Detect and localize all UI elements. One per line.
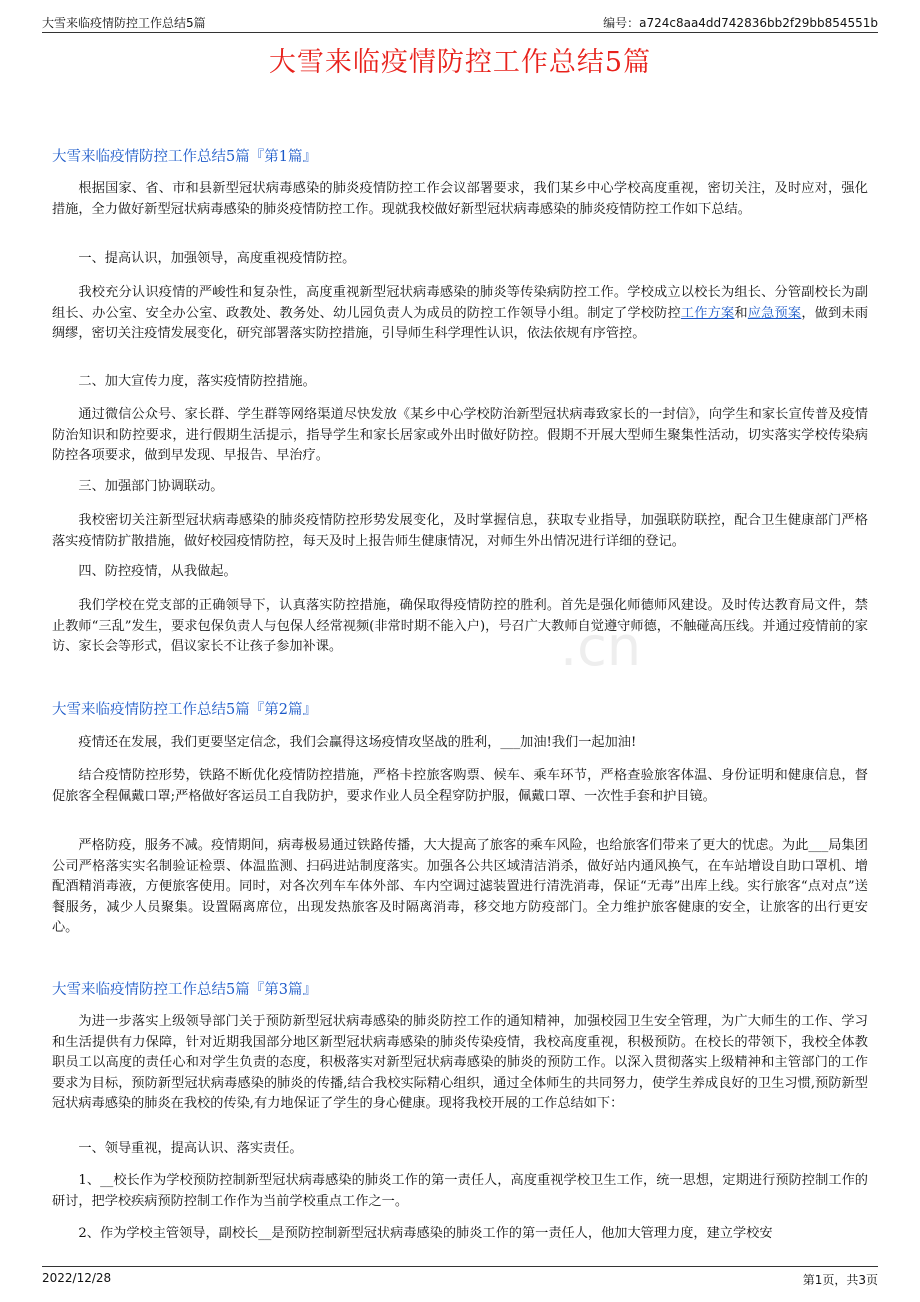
section-1-heading-1: 一、提高认识，加强领导，高度重视疫情防控。 — [78, 251, 356, 266]
document-title: 大雪来临疫情防控工作总结5篇 — [268, 47, 652, 78]
section-2-paragraph: 严格防疫，服务不减。疫情期间，病毒极易通过铁路传播，大大提高了旅客的乘车风险，也给旅客们带来了更大的忧虑。为此___局集团公司严格落实实名制验证检票、体温监测、扫码进站制度落实。加强各公共区域清洁消杀，做好站内通风换气，在车站增设自助口罩机、增配酒精消毒液，方便旅客使用。同时，对各次列车车体外部、车内空调过滤装置进行清洗消毒，保证“无毒”出库上线。实行旅客“点对点”送餐服务，减少人员聚集。设置隔离席位，出现发热旅客及时隔离消毒，移交地方防疫部门。全力维护旅客健康的安全，让旅客的出行更安心。 — [52, 838, 868, 935]
section-1-paragraph: 通过微信公众号、家长群、学生群等网络渠道尽快发放《某乡中心学校防治新型冠状病毒致家长的一封信》，向学生和家长宣传普及疫情防治知识和防控要求，进行假期生活提示，指导学生和家长居家或外出时做好防控。假期不开展大型师生聚集性活动，切实落实学校传染病防控各项要求，做到早发现、早报告、早治疗。 — [52, 407, 868, 463]
section-3-paragraph: 2、作为学校主管领导，副校长__是预防控制新型冠状病毒感染的肺炎工作的第一责任人，他加大管理力度，建立学校安 — [78, 1226, 773, 1241]
section-1-title: 大雪来临疫情防控工作总结5篇『第1篇』 — [52, 149, 317, 165]
section-2-paragraph: 疫情还在发展，我们更要坚定信念，我们会赢得这场疫情攻坚战的胜利，___加油!我们一起加油! — [78, 735, 637, 750]
work-plan-link[interactable]: 工作方案 — [680, 305, 735, 321]
section-3-heading-1: 一、领导重视，提高认识、落实责任。 — [78, 1141, 303, 1156]
section-2-title: 大雪来临疫情防控工作总结5篇『第2篇』 — [52, 702, 317, 718]
header-doc-name: 大雪来临疫情防控工作总结5篇 — [42, 16, 206, 30]
footer-date: 2022/12/28 — [42, 1271, 112, 1285]
section-1-paragraph: 我们学校在党支部的正确领导下，认真落实防控措施，确保取得疫情防控的胜利。首先是强化师德师风建设。及时传达教育局文件，禁止教师“三乱”发生，要求包保负责人与包保人经常视频(非常时期不能入户)，号召广大教师自觉遵守师德，不触碰高压线。并通过疫情前的家访、家长会等形式，倡议家长不让孩子参加补课。 — [52, 598, 868, 654]
page-footer — [42, 1266, 878, 1291]
section-3-paragraph: 为进一步落实上级领导部门关于预防新型冠状病毒感染的肺炎防控工作的通知精神，加强校园卫生安全管理，为广大师生的工作、学习和生活提供有力保障，针对近期我国部分地区新型冠状病毒感染的肺炎传染疫情，我校高度重视，积极预防。在校长的带领下，我校全体教职员工以高度的责任心和对学生负责的态度，积极落实对新型冠状病毒感染的肺炎的预防工作。以深入贯彻落实上级精神和主管部门的工作要求为目标，预防新型冠状病毒感染的肺炎的传播,结合我校实际精心组织，通过全体师生的共同努力，使学生养成良好的卫生习惯,预防新型冠状病毒感染的肺炎在我校的传染,有力地保证了学生的身心健康。现将我校开展的工作总结如下： — [52, 1014, 868, 1111]
section-1-paragraph: 我校充分认识疫情的严峻性和复杂性，高度重视新型冠状病毒感染的肺炎等传染病防控工作。学校成立以校长为组长、分管副校长为副组长、办公室、安全办公室、政教处、教务处、幼儿园负责人为成员的防控工作领导小组。制定了学校防控工作方案和应急预案，做到未雨绸缪，密切关注疫情发展变化，研究部署落实防控措施，引导师生科学理性认识，依法依规有序管控。 — [52, 285, 869, 341]
section-1-paragraph: 我校密切关注新型冠状病毒感染的肺炎疫情防控形势发展变化，及时掌握信息，获取专业指导，加强联防联控，配合卫生健康部门严格落实疫情防扩散措施，做好校园疫情防控，每天及时上报告师生健康情况，对师生外出情况进行详细的登记。 — [52, 513, 868, 549]
page-header — [42, 10, 878, 33]
section-3-title: 大雪来临疫情防控工作总结5篇『第3篇』 — [52, 982, 317, 998]
section-1-heading-3: 三、加强部门协调联动。 — [78, 479, 224, 494]
section-1-paragraph: 根据国家、省、市和县新型冠状病毒感染的肺炎疫情防控工作会议部署要求，我们某乡中心学校高度重视，密切关注，及时应对，强化措施，全力做好新型冠状病毒感染的肺炎疫情防控工作。现就我校做好新型冠状病毒感染的肺炎疫情防控工作如下总结。 — [52, 181, 868, 217]
watermark: .cn — [560, 615, 642, 678]
section-3-paragraph: 1、__校长作为学校预防控制新型冠状病毒感染的肺炎工作的第一责任人，高度重视学校卫生工作，统一思想，定期进行预防控制工作的研讨，把学校疾病预防控制工作作为当前学校重点工作之一。 — [52, 1173, 868, 1209]
header-doc-id: 编号：a724c8aa4dd742836bb2f29bb854551b — [603, 16, 878, 30]
footer-page-number: 第1页，共3页 — [802, 1273, 878, 1287]
emergency-plan-link[interactable]: 应急预案 — [747, 305, 802, 321]
section-1-heading-4: 四、防控疫情，从我做起。 — [78, 564, 237, 579]
section-1-heading-2: 二、加大宣传力度，落实疫情防控措施。 — [78, 374, 316, 389]
section-2-paragraph: 结合疫情防控形势，铁路不断优化疫情防控措施，严格卡控旅客购票、候车、乘车环节，严格查验旅客体温、身份证明和健康信息，督促旅客全程佩戴口罩;严格做好客运员工自我防护，要求作业人员全程穿防护服，佩戴口罩、一次性手套和护目镜。 — [52, 768, 868, 804]
